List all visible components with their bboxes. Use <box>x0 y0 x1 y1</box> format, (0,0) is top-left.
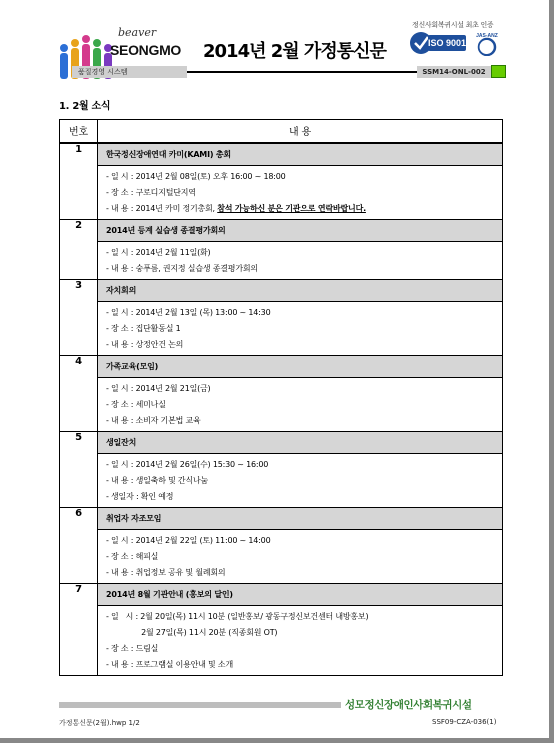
page-title: 2014년 2월 가정통신문 <box>203 41 386 62</box>
item-line: - 장 소 : 드림실 <box>106 643 159 653</box>
item-title: 생일잔치 <box>98 432 502 454</box>
item-title: 2014년 등계 실습생 종결평가회의 <box>98 220 502 242</box>
table-row <box>60 219 503 279</box>
footer-organization: 성모정신장애인사회복귀시설 <box>345 699 472 711</box>
item-line: - 내 용 : 숭푸름, 권지정 실습생 종결평가회의 <box>106 263 258 273</box>
table-row <box>60 279 503 355</box>
item-content <box>98 143 503 220</box>
item-line: - 내 용 : 취업정보 공유 및 월례회의 <box>106 567 226 577</box>
item-line: - 장 소 : 해피실 <box>106 551 159 561</box>
svg-text:JAS-ANZ: JAS-ANZ <box>476 33 498 39</box>
item-content <box>98 507 503 583</box>
footer-form-code: SSF09-CZA-036(1) <box>432 718 497 726</box>
item-line: 2월 27일(목) 11시 20분 (직종회원 OT) <box>106 627 278 637</box>
item-line: - 내 용 : 생일축하 및 간식나눔 <box>106 475 209 485</box>
item-number: 7 <box>60 583 98 675</box>
document-code: SSM14-ONL-002 <box>417 66 491 78</box>
logo-name: SEONGMO <box>110 42 182 58</box>
item-line: - 일 시 : 2014년 2월 08일(토) 오후 16:00 ~ 18:00 <box>106 171 286 181</box>
table-row <box>60 431 503 507</box>
table-row <box>60 583 503 675</box>
item-line: - 장 소 : 집단활동실 1 <box>106 323 181 333</box>
item-content <box>98 431 503 507</box>
item-number: 5 <box>60 431 98 507</box>
iso-9001-badge-icon <box>408 30 468 56</box>
item-title: 자치회의 <box>98 280 502 302</box>
item-line <box>106 201 502 217</box>
table-row <box>60 355 503 431</box>
item-line: - 내 용 : 프로그램실 이용안내 및 소개 <box>106 659 233 669</box>
item-line: - 일 시 : 2월 20일(목) 11시 10분 (일반홍보/ 광동구정신보건센터 내방홍보) <box>106 611 369 621</box>
logo-tagline: beaver <box>118 26 157 39</box>
table-row <box>60 143 503 220</box>
footer-filename: 가정통신문(2월).hwp 1/2 <box>59 719 140 727</box>
item-line: - 일 시 : 2014년 2월 13일 (목) 13:00 ~ 14:30 <box>106 307 271 317</box>
item-title: 2014년 8월 기관안내 (홍보의 달인) <box>98 584 502 606</box>
item-line: - 일 시 : 2014년 2월 11일(화) <box>106 247 211 257</box>
item-content <box>98 583 503 675</box>
notice-table <box>59 119 503 676</box>
item-line: - 일 시 : 2014년 2월 22일 (토) 11:00 ~ 14:00 <box>106 535 271 545</box>
table-header-row <box>60 120 503 143</box>
item-title: 한국정신장애연대 카미(KAMI) 총회 <box>98 144 502 166</box>
item-line: - 생일자 : 확인 예정 <box>106 491 174 501</box>
table-row <box>60 507 503 583</box>
jas-anz-badge-icon <box>472 30 502 56</box>
item-number: 3 <box>60 279 98 355</box>
item-line: - 일 시 : 2014년 2월 21일(금) <box>106 383 211 393</box>
item-line: - 일 시 : 2014년 2월 26일(수) 15:30 ~ 16:00 <box>106 459 269 469</box>
item-number: 1 <box>60 143 98 220</box>
header-divider <box>187 71 417 73</box>
item-title: 취업자 자조모임 <box>98 508 502 530</box>
item-line: - 장 소 : 세미나실 <box>106 399 166 409</box>
item-number: 4 <box>60 355 98 431</box>
item-content <box>98 279 503 355</box>
status-marker <box>491 65 506 78</box>
item-line: - 장 소 : 구로디지털단지역 <box>106 187 196 197</box>
quality-system-label: 품질경영 시스템 <box>72 66 187 78</box>
item-content <box>98 219 503 279</box>
item-line: - 내 용 : 소비자 기본법 교육 <box>106 415 201 425</box>
item-title: 가족교육(모임) <box>98 356 502 378</box>
emphasis-notice: 참석 가능하신 분은 기관으로 연락바랍니다. <box>217 203 366 213</box>
item-content <box>98 355 503 431</box>
section-title: 1. 2월 소식 <box>59 101 111 112</box>
item-number: 2 <box>60 219 98 279</box>
item-line-text: - 내 용 : 2014년 카미 정기총회, <box>106 203 218 213</box>
footer-bar <box>59 702 341 708</box>
svg-text:ISO 9001: ISO 9001 <box>427 38 467 48</box>
column-header-number: 번호 <box>60 120 98 143</box>
column-header-content: 내 용 <box>98 120 503 143</box>
certification-text: 정신사회복귀시설 최초 인증 <box>412 21 494 29</box>
item-line: - 내 용 : 상정안건 논의 <box>106 339 184 349</box>
item-number: 6 <box>60 507 98 583</box>
